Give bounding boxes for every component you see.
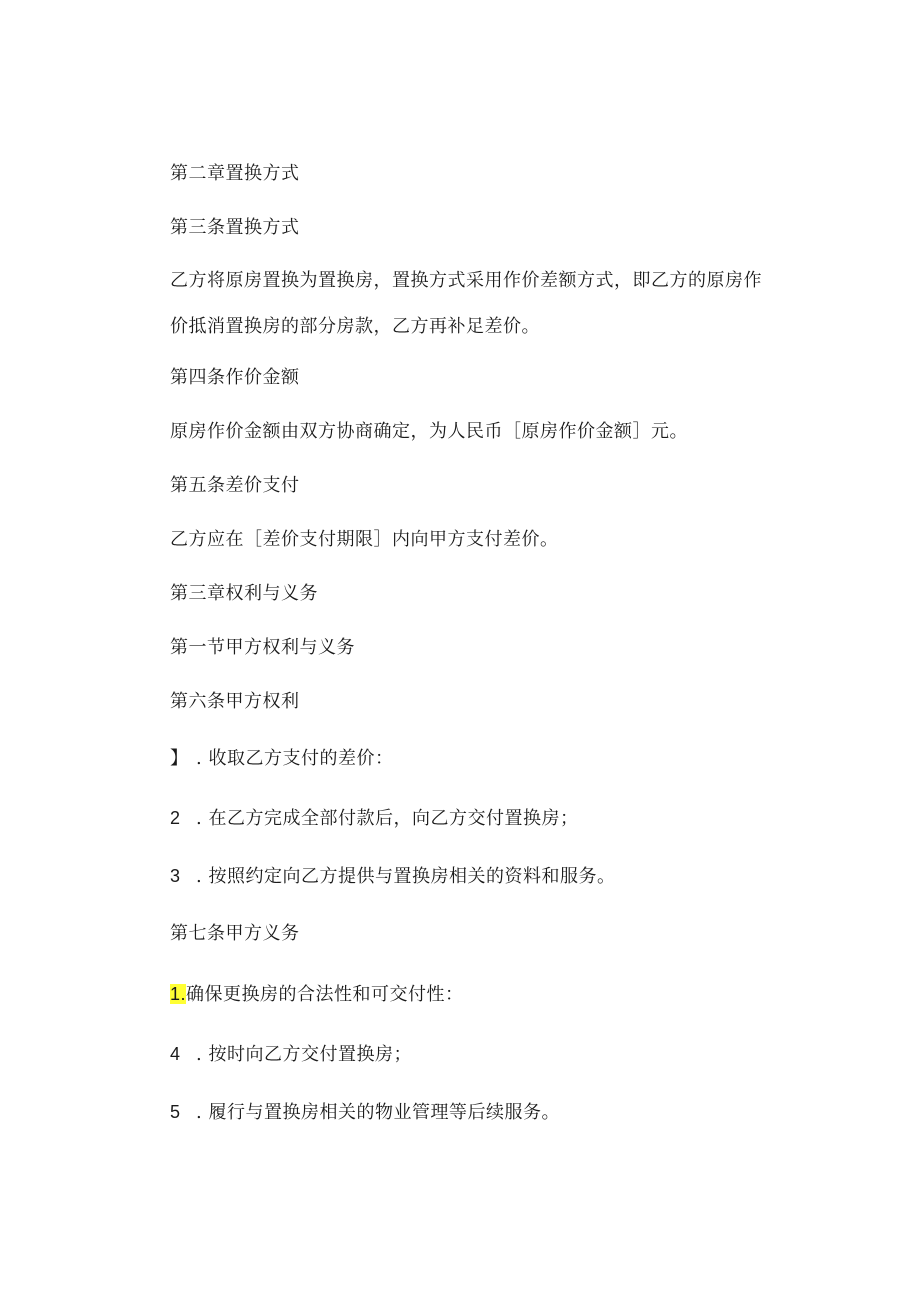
chapter-heading: 第二章置换方式 [170,163,300,184]
list-item-marker: 5 [170,1102,181,1122]
list-item-marker: 】 [170,748,189,768]
list-item [170,1100,560,1125]
list-item-marker: 4 [170,1044,181,1064]
list-item [170,864,615,889]
list-item [170,982,464,1007]
list-item-text: . 在乙方完成全部付款后，向乙方交付置换房； [196,808,579,829]
list-item-text: 确保更换房的合法性和可交付性： [186,984,464,1005]
article-heading: 第六条甲方权利 [170,691,300,712]
list-item-text: . 按照约定向乙方提供与置换房相关的资料和服务。 [196,866,616,887]
section-heading: 第一节甲方权利与义务 [170,637,355,658]
article-body: 乙方将原房置换为置换房，置换方式采用作价差额方式，即乙方的原房作价抵消置换房的部分房款，乙方再补足差价。 [170,270,762,337]
list-item [170,746,393,771]
list-item-text: . 履行与置换房相关的物业管理等后续服务。 [196,1102,560,1123]
article-heading: 第三条置换方式 [170,217,300,238]
list-item [170,1042,412,1067]
list-item-marker: 2 [170,808,181,828]
chapter-heading: 第三章权利与义务 [170,583,318,604]
list-item [170,806,578,831]
article-heading: 第七条甲方义务 [170,923,300,944]
list-item-marker-highlighted: 1. [170,984,187,1004]
article-heading: 第五条差价支付 [170,475,300,496]
list-item-text: . 按时向乙方交付置换房； [196,1044,412,1065]
article-body: 原房作价金额由双方协商确定，为人民币［原房作价金额］元。 [170,421,688,442]
article-heading: 第四条作价金额 [170,367,300,388]
article-body: 乙方应在［差价支付期限］内向甲方支付差价。 [170,529,559,550]
list-item-marker: 3 [170,866,181,886]
list-item-text: . 收取乙方支付的差价： [196,748,394,769]
